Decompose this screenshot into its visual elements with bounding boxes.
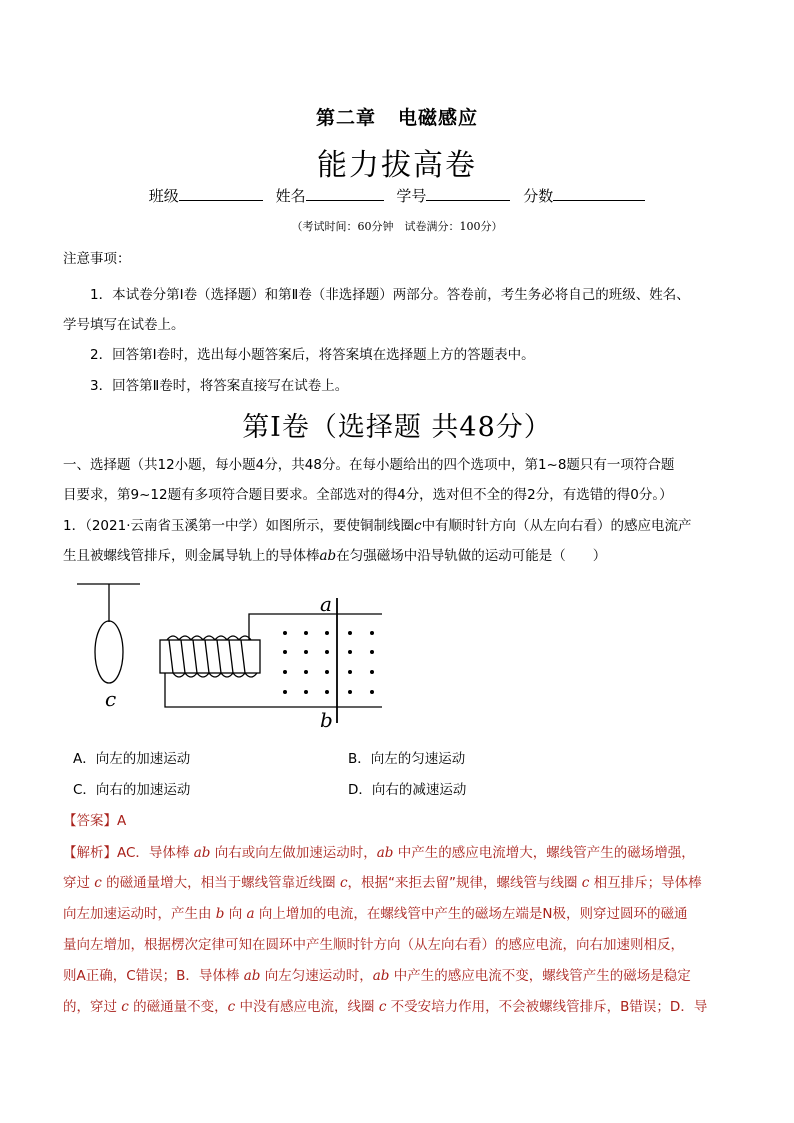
var-ab: ab	[376, 845, 394, 861]
question-1-stem: 1．（2021·云南省玉溪第一中学）如图所示，要使铜制线圈c中有顺时针方向（从左向右看）的感应电流产	[63, 518, 692, 534]
analysis-line-2: 穿过 c 的磁通量增大，相当于螺线管靠近线圈 c，根据“来拒去留”规律，螺线管与线圈 c 相互排斥；导体棒	[63, 875, 702, 891]
section-instructions-cont: 目要求，第9~12题有多项符合题目要求。全部选对的得4分，选对但不全的得2分，有选错的得0分。）	[63, 487, 673, 503]
var-ab: ab	[319, 548, 337, 564]
magnetic-field-dots	[283, 631, 374, 694]
score-field[interactable]	[553, 184, 645, 201]
answer-label: 【答案】	[63, 813, 117, 829]
option-a[interactable]: A．向左的加速运动	[73, 751, 191, 767]
answer-line	[63, 812, 126, 830]
section-title: 第Ⅰ卷（选择题 共48分）	[242, 412, 552, 443]
answer-value: A	[117, 813, 127, 829]
label-c: c	[105, 687, 117, 711]
chapter-heading	[0, 103, 794, 130]
notice-item-3: 3．回答第Ⅱ卷时，将答案直接写在试卷上。	[90, 378, 349, 394]
label-b: b	[320, 708, 333, 732]
student-info-row	[0, 184, 794, 206]
solenoid-rail-figure	[60, 570, 400, 740]
notice-item-1-cont: 学号填写在试卷上。	[63, 317, 185, 333]
var-b: b	[215, 906, 225, 922]
var-c: c	[414, 518, 422, 534]
class-label: 班级	[148, 187, 179, 205]
var-ab: ab	[243, 968, 261, 984]
var-c: c	[121, 999, 129, 1015]
copper-coil-c	[95, 621, 123, 683]
exam-title: 能力拔高卷	[317, 148, 477, 183]
var-ab: ab	[372, 968, 390, 984]
student-id-label: 学号	[396, 187, 427, 205]
analysis-line-5: 则A正确，C错误；B．导体棒 ab 向左匀速运动时，ab 中产生的感应电流不变，螺线管产生的磁场是稳定	[63, 968, 691, 984]
analysis-label: 【解析】	[63, 845, 117, 861]
name-label: 姓名	[275, 187, 306, 205]
option-c[interactable]: C．向右的加速运动	[73, 782, 191, 798]
var-c: c	[339, 875, 348, 891]
question-1-stem-cont: 生且被螺线管排斥，则金属导轨上的导体棒ab在匀强磁场中沿导轨做的运动可能是（ ）	[63, 548, 607, 564]
bottom-rail	[165, 673, 382, 707]
top-rail	[249, 614, 382, 640]
score-label: 分数	[523, 187, 554, 205]
var-c: c	[227, 999, 236, 1015]
option-d[interactable]: D．向右的减速运动	[348, 782, 467, 798]
option-b[interactable]: B．向左的匀速运动	[348, 751, 466, 767]
var-c: c	[378, 999, 387, 1015]
class-field[interactable]	[179, 184, 263, 201]
chapter-number: 第二章	[315, 107, 376, 129]
name-field[interactable]	[306, 184, 384, 201]
analysis-line-3: 向左加速运动时，产生由 b 向 a 向上增加的电流，在螺线管中产生的磁场左端是N极，则穿过圆环的磁通	[63, 906, 688, 922]
exam-time-note: （考试时间：60分钟 试卷满分：100分）	[291, 220, 503, 233]
var-ab: ab	[193, 845, 211, 861]
chapter-name: 电磁感应	[398, 107, 479, 129]
notice-item-2: 2．回答第Ⅰ卷时，选出每小题答案后，将答案填在选择题上方的答题表中。	[90, 347, 535, 363]
var-a: a	[246, 906, 255, 922]
student-id-field[interactable]	[426, 184, 510, 201]
label-a: a	[320, 592, 332, 616]
notice-heading: 注意事项：	[63, 251, 131, 267]
var-c: c	[581, 875, 590, 891]
analysis-line-1: 【解析】AC．导体棒 ab 向右或向左做加速运动时，ab 中产生的感应电流增大，螺线管产生的磁场增强，	[63, 845, 695, 861]
analysis-line-4: 量向左增加，根据楞次定律可知在圆环中产生顺时针方向（从左向右看）的感应电流，向右加速则相反，	[63, 937, 684, 953]
analysis-line-6: 的，穿过 c 的磁通量不变，c 中没有感应电流，线圈 c 不受安培力作用，不会被螺线管排斥，B错误；D．导	[63, 999, 708, 1015]
notice-item-1: 1．本试卷分第Ⅰ卷（选择题）和第Ⅱ卷（非选择题）两部分。答卷前，考生务必将自己的班级、姓名、	[90, 287, 690, 303]
var-c: c	[94, 875, 102, 891]
section-instructions: 一、选择题（共12小题，每小题4分，共48分。在每小题给出的四个选项中，第1~8题只有一项符合题	[63, 457, 675, 473]
